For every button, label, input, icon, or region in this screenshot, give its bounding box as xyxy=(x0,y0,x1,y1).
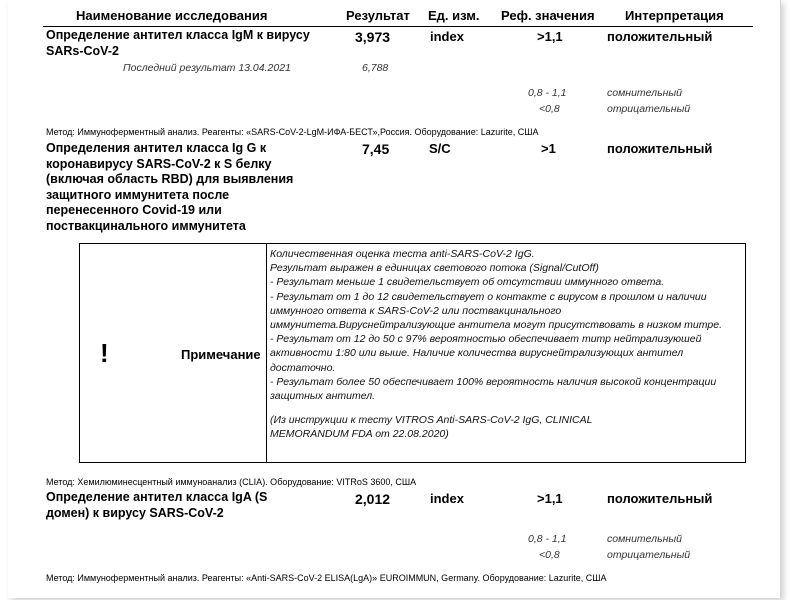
header-ref: Реф. значения xyxy=(501,8,595,23)
header-interp: Интерпретация xyxy=(625,8,724,23)
test3-unit: index xyxy=(430,491,464,506)
exclamation-icon: ! xyxy=(100,338,109,368)
test1-method: Метод: Иммуноферментный анализ. Реагенты: «SARS-CoV-2-LgM-ИФА-БЕСТ»,Россия. Оборудование: Lazurite, США xyxy=(46,127,539,137)
note-line: - Результат от 1 до 12 свидетельствует о контакте с вирусом в прошлом и наличии иммунного ответа к SARS-CoV-2 или поствакцинального иммунитета.Вируснейтрализующие антитела могут присутствовать в низком титре. xyxy=(270,290,722,332)
test2-unit: S/C xyxy=(429,141,451,156)
note-line: - Результат более 50 обеспечивает 100% вероятность наличия высокой концентрации защитных антител. xyxy=(270,375,717,403)
note-line: - Результат от 12 до 50 с 97% вероятностью обеспечивает титр нейтрализуюшей активности 1:80 или выше. Наличие количества вируснейтрализующих антител достаточно. xyxy=(270,333,702,374)
test2-method: Метод: Хемилюминесцентный иммуноанализ (CLIA). Оборудование: VITRoS 3600, США xyxy=(46,477,417,487)
test3-range-ref: <0,8 xyxy=(539,549,560,561)
header-rule xyxy=(43,26,753,27)
test3-name: Определение антител класса IgA (S домен) к вирусу SARS-CoV-2 xyxy=(46,490,268,520)
test1-last-label: Последний результат 13.04.2021 xyxy=(123,62,291,74)
test3-interp: положительный xyxy=(607,491,713,506)
test1-unit: index xyxy=(430,29,464,44)
note-label: Примечание xyxy=(181,347,261,362)
test2-name: Определения антител класса Ig G к коронавирусу SARS-CoV-2 к S белку (включая область RBD) для выявления защитного иммунитета после перенесенного Covid-19 или поствакцинального иммунитета xyxy=(46,141,294,233)
test3-result: 2,012 xyxy=(355,491,391,507)
test3-range-interp: отрицательный xyxy=(607,549,691,561)
test3-range-ref: 0,8 - 1,1 xyxy=(528,533,567,545)
test1-name: Определение антител класса IgM к вирусу SARs-CoV-2 xyxy=(46,28,310,58)
test3-method: Метод: Иммуноферментный анализ. Реагенты: «Anti-SARS-CoV-2 ELISA(LgA)» EUROIMMUN, Germany. Оборудование: Lazurite, США xyxy=(46,573,607,583)
header-unit: Ед. изм. xyxy=(428,8,480,23)
test2-ref: >1 xyxy=(541,141,556,156)
header-result: Результат xyxy=(346,8,410,23)
test2-result: 7,45 xyxy=(362,141,390,157)
test3-ref: >1,1 xyxy=(537,491,563,506)
test1-interp: положительный xyxy=(607,29,713,44)
note-line: Результат выражен в единицах светового потока (Signal/CutOff) xyxy=(270,262,599,275)
note-text xyxy=(270,247,740,442)
test1-last-value: 6,788 xyxy=(362,62,389,74)
note-line: - Результат меньше 1 свидетельствует об отсутствии иммунного ответа. xyxy=(270,276,665,289)
test2-interp: положительный xyxy=(607,141,713,156)
note-divider xyxy=(266,243,267,463)
test1-result: 3,973 xyxy=(355,29,391,45)
test1-range-interp: отрицательный xyxy=(607,103,691,115)
note-source: (Из инструкции к тесту VITROS Anti-SARS-CoV-2 IgG, CLINICAL MEMORANDUM FDA от 22.08.2020) xyxy=(270,414,593,441)
test1-ref: >1,1 xyxy=(537,29,563,44)
test3-range-interp: сомнительный xyxy=(607,533,682,545)
header-name: Наименование исследования xyxy=(76,8,268,23)
note-line: Количественная оценка теста anti-SARS-CoV-2 IgG. xyxy=(270,248,535,260)
test1-range-ref: 0,8 - 1,1 xyxy=(528,87,567,99)
test1-range-interp: сомнительный xyxy=(607,87,682,99)
test1-range-ref: <0,8 xyxy=(539,103,560,115)
